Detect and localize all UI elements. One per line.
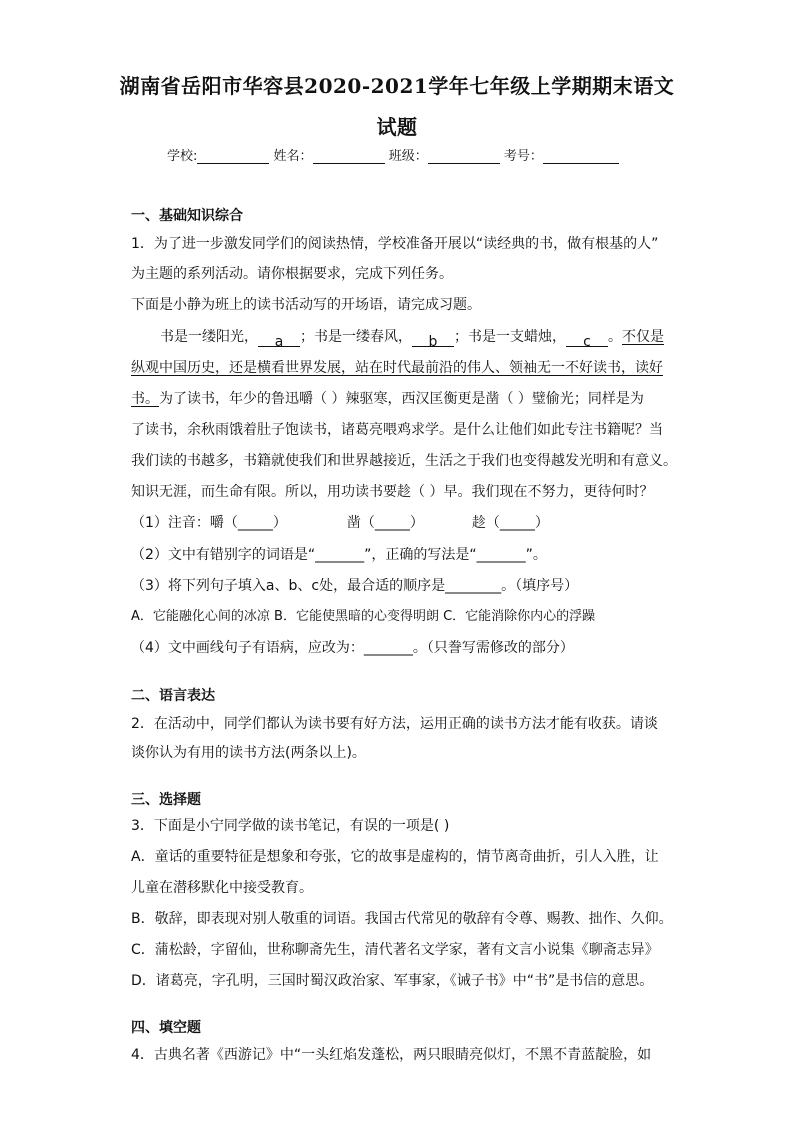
q3-option-d: D．诸葛亮，字孔明，三国时蜀汉政治家、军事家，《诫子书》中“书”是书信的意思。 bbox=[131, 973, 654, 989]
class-blank[interactable] bbox=[428, 149, 500, 164]
underlined-sentence-start: 不仅是 bbox=[622, 329, 664, 345]
q3-option-a-line-1: A．童话的重要特征是想象和夸张，它的故事是虚构的，情节离奇曲折，引人入胜，让 bbox=[131, 849, 659, 865]
q1-sub4: （4）文中画线句子有语病，应改为：_______。（只誊写需修改的部分） bbox=[131, 640, 574, 656]
q1-passage-line-3: 书。为了读书，年少的鲁迅嚼（ ）辣驱寒，西汉匡衡更是凿（ ）璧偷光；同样是为 bbox=[131, 391, 644, 407]
q1-sub1: （1）注音：嚼（_____） 凿（_____） 趁（_____） bbox=[131, 515, 549, 531]
number-label: 考号： bbox=[503, 149, 543, 164]
number-blank[interactable] bbox=[543, 149, 619, 164]
exam-title-line1: 湖南省岳阳市华容县2020-2021学年七年级上学期期末语文 bbox=[119, 74, 675, 98]
q1-line-2: 为主题的系列活动。请你根据要求，完成下列任务。 bbox=[131, 266, 453, 282]
class-label: 班级： bbox=[388, 149, 428, 164]
school-blank[interactable] bbox=[197, 149, 269, 164]
q1-options: A．它能融化心间的冰凉 B．它能使黑暗的心变得明朗 C．它能消除你内心的浮躁 bbox=[131, 609, 596, 624]
blank-b[interactable]: b bbox=[412, 332, 454, 347]
q4-line-1: 4．古典名著《西游记》中“一头红焰发蓬松，两只眼睛亮似灯，不黑不青蓝靛脸，如 bbox=[131, 1047, 652, 1063]
q1-passage-line-6: 知识无涯，而生命有限。所以，用功读书要趁（ ）早。我们现在不努力，更待何时？ bbox=[131, 484, 654, 500]
blank-a[interactable]: a bbox=[258, 332, 300, 347]
q1-passage-line-5: 我们读的书越多，书籍就使我们和世界越接近，生活之于我们也变得越发光明和有意义。 bbox=[131, 453, 677, 469]
q3-stem: 3．下面是小宁同学做的读书笔记，有误的一项是( ) bbox=[131, 818, 450, 834]
name-label: 姓名： bbox=[273, 149, 313, 164]
section-heading-1: 一、基础知识综合 bbox=[131, 208, 243, 224]
section-heading-2: 二、语言表达 bbox=[131, 688, 215, 704]
section-heading-3: 三、选择题 bbox=[131, 792, 201, 808]
q1-line-1: 1．为了进一步激发同学们的阅读热情，学校准备开展以“读经典的书，做有根基的人” bbox=[131, 236, 659, 252]
school-label: 学校: bbox=[167, 149, 198, 164]
name-blank[interactable] bbox=[313, 149, 385, 164]
underlined-sentence-end: 书。 bbox=[131, 391, 159, 407]
student-info-row bbox=[167, 145, 619, 164]
exam-title-line2: 试题 bbox=[376, 115, 418, 139]
q1-sub3: （3）将下列句子填入a、b、c处，最合适的顺序是________。（填序号） bbox=[131, 578, 579, 594]
q1-line-3: 下面是小静为班上的读书活动写的开场语，请完成习题。 bbox=[131, 297, 481, 313]
q3-option-a-line-2: 儿童在潜移默化中接受教育。 bbox=[131, 880, 313, 896]
q3-option-c: C．蒲松龄，字留仙，世称聊斋先生，清代著名文学家，著有文言小说集《聊斋志异》 bbox=[131, 942, 659, 958]
q1-passage-line-4: 了读书，余秋雨饿着肚子饱读书，诸葛亮喂鸡求学。是什么让他们如此专注书籍呢？当 bbox=[131, 422, 663, 438]
blank-c[interactable]: c bbox=[566, 332, 608, 347]
q1-passage-line-2: 纵观中国历史，还是横看世界发展，站在时代最前沿的伟人、领袖无一不好读书，读好 bbox=[131, 360, 663, 376]
q1-passage-line-1: 书是一缕阳光， a ；书是一缕春风， b ；书是一支蜡烛， c 。不仅是 bbox=[160, 329, 664, 350]
section-heading-4: 四、填空题 bbox=[131, 1020, 201, 1036]
q2-line-1: 2．在活动中，同学们都认为读书要有好方法，运用正确的读书方法才能有收获。请谈 bbox=[131, 716, 658, 732]
q1-sub2: （2）文中有错别字的词语是“_______”，正确的写法是“_______”。 bbox=[131, 547, 547, 563]
q3-option-b: B．敬辞，即表现对别人敬重的词语。我国古代常见的敬辞有令尊、赐教、拙作、久仰。 bbox=[131, 911, 673, 927]
q2-line-2: 谈你认为有用的读书方法(两条以上)。 bbox=[131, 745, 366, 761]
